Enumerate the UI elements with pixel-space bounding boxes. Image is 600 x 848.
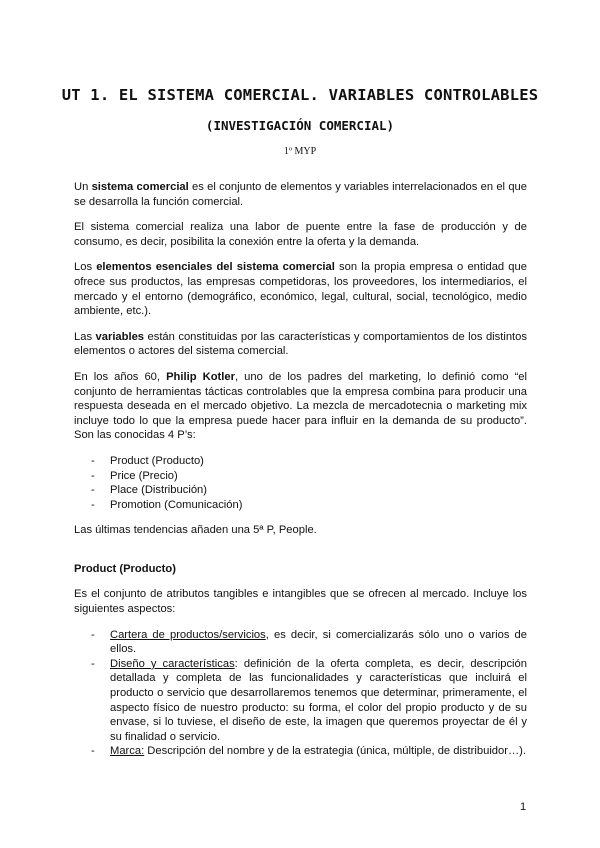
term-elementos-esenciales: elementos esenciales del sistema comercial xyxy=(96,261,335,274)
paragraph-variables: Las variables están constituidas por las características y comportamientos de los distintos elementos o actores del sistema comercial. xyxy=(74,330,527,358)
list-item: - Promotion (Comunicación) xyxy=(74,498,527,513)
term-variables: variables xyxy=(95,330,145,343)
four-ps-list xyxy=(74,454,527,512)
list-item: - Product (Producto) xyxy=(74,454,527,469)
paragraph-puente: El sistema comercial realiza una labor de puente entre la fase de producción y de consumo, es decir, posibilita la conexión entre la oferta y la demanda. xyxy=(74,221,527,248)
aspect-term: Cartera de productos/servicios xyxy=(110,628,266,641)
document-title: UT 1. EL SISTEMA COMERCIAL. VARIABLES CONTROLABLES xyxy=(61,86,539,104)
list-item: - Price (Precio) xyxy=(74,469,527,484)
term-philip-kotler: Philip Kotler xyxy=(166,370,235,383)
paragraph-product-definition: Es el conjunto de atributos tangibles e intangibles que se ofrecen al mercado. Incluye los siguientes aspectos: xyxy=(74,588,527,616)
list-item: - Place (Distribución) xyxy=(74,483,527,498)
paragraph-sistema-comercial: Un sistema comercial es el conjunto de elementos y variables interrelacionados en el que se desarrolla la función comercial. xyxy=(74,181,527,208)
page-number: 1 xyxy=(520,801,527,813)
list-item: - Marca: Descripción del nombre y de la estrategia (única, múltiple, de distribuidor…). xyxy=(74,744,527,759)
paragraph-elementos: Los elementos esenciales del sistema comercial son la propia empresa o entidad que ofrece sus productos, las empresas competidoras, los proveedores, los intermediarios, el mercado y el entorno (demográfico, económico, legal, cultural, social, tecnológico, medio ambiente, etc.). xyxy=(74,261,527,318)
course-label: 1º MYP xyxy=(283,146,317,157)
term-sistema-comercial: sistema comercial xyxy=(91,181,189,193)
section-heading-product: Product (Producto) xyxy=(74,562,176,575)
document-body xyxy=(74,180,527,770)
document-subtitle: (INVESTIGACIÓN COMERCIAL) xyxy=(205,118,395,133)
paragraph-tendencias: Las últimas tendencias añaden una 5ª P, People. xyxy=(74,524,317,537)
paragraph-kotler: En los años 60, Philip Kotler, uno de los padres del marketing, lo definió como “el conjunto de herramientas tácticas controlables que la empresa combina para producir una respuesta deseada en el mercado objetivo. La mezcla de mercadotecnia o marketing mix incluye todo lo que la empresa puede hacer para influir en la demanda de su producto”. Son las conocidas 4 P’s: xyxy=(74,370,528,442)
list-item: - Cartera de productos/servicios, es decir, si comercializarás sólo uno o varios de ellos. xyxy=(74,628,527,657)
product-aspects-list xyxy=(74,628,527,759)
aspect-term: Diseño y características xyxy=(110,657,235,670)
aspect-term: Marca: xyxy=(110,745,145,758)
list-item: - Diseño y características: definición de la oferta completa, es decir, descripción detallada y completa de las funcionalidades y características que incluirá el producto o servicio que desarrollaremos tenemos que determinar, primeramente, el aspecto físico de nuestro producto: su forma, el color del propio producto y de su envase, si lo tuviese, el diseño de este, la imagen que queremos proyectar de él y su finalidad o servicio. xyxy=(74,657,527,745)
